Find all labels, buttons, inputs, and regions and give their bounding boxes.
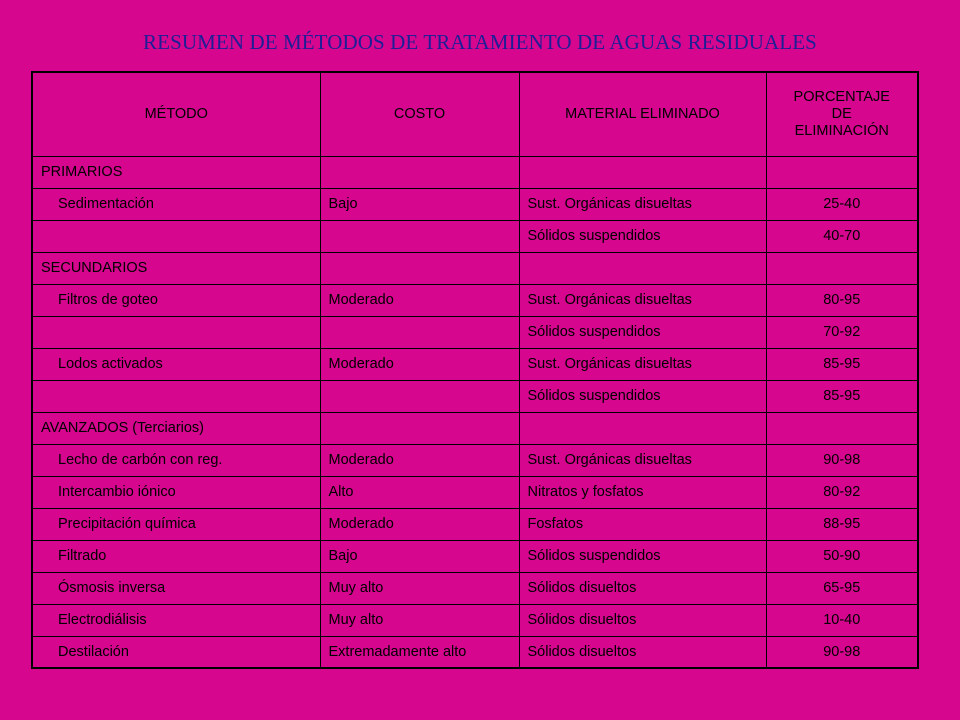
cost-cell: Muy alto [320, 572, 519, 604]
material-cell [519, 252, 766, 284]
percentage-cell [766, 412, 918, 444]
percentage-cell: 90-98 [766, 444, 918, 476]
material-cell: Sólidos suspendidos [519, 540, 766, 572]
method-cell: PRIMARIOS [32, 156, 320, 188]
table-category-row [32, 412, 918, 444]
table-row [32, 380, 918, 412]
cost-cell [320, 156, 519, 188]
percentage-cell: 90-98 [766, 636, 918, 668]
method-cell: Lodos activados [32, 348, 320, 380]
table-row [32, 444, 918, 476]
cost-cell [320, 316, 519, 348]
table-row [32, 284, 918, 316]
method-cell: Ósmosis inversa [32, 572, 320, 604]
material-cell: Sólidos disueltos [519, 604, 766, 636]
cost-cell [320, 412, 519, 444]
percentage-cell: 85-95 [766, 348, 918, 380]
material-cell: Sólidos disueltos [519, 636, 766, 668]
header-pct-line3: ELIMINACIÓN [794, 122, 889, 139]
material-cell [519, 156, 766, 188]
method-cell: Destilación [32, 636, 320, 668]
table-row [32, 508, 918, 540]
material-cell: Sólidos suspendidos [519, 316, 766, 348]
material-cell [519, 412, 766, 444]
method-cell: SECUNDARIOS [32, 252, 320, 284]
table-row [32, 636, 918, 668]
table-category-row [32, 252, 918, 284]
method-cell: Precipitación química [32, 508, 320, 540]
table-header-row [32, 72, 918, 156]
table-row [32, 220, 918, 252]
header-method: MÉTODO [32, 72, 320, 156]
cost-cell [320, 380, 519, 412]
cost-cell: Extremadamente alto [320, 636, 519, 668]
treatment-methods-table [31, 71, 919, 669]
material-cell: Fosfatos [519, 508, 766, 540]
method-cell [32, 380, 320, 412]
material-cell: Sólidos suspendidos [519, 380, 766, 412]
table-row [32, 540, 918, 572]
table-row [32, 476, 918, 508]
cost-cell: Moderado [320, 508, 519, 540]
cost-cell: Moderado [320, 444, 519, 476]
method-cell: AVANZADOS (Terciarios) [32, 412, 320, 444]
cost-cell: Alto [320, 476, 519, 508]
method-cell: Intercambio iónico [32, 476, 320, 508]
cost-cell: Bajo [320, 540, 519, 572]
percentage-cell: 50-90 [766, 540, 918, 572]
method-cell [32, 316, 320, 348]
table-body [32, 156, 918, 668]
method-cell: Electrodiálisis [32, 604, 320, 636]
method-cell: Filtros de goteo [32, 284, 320, 316]
method-cell: Lecho de carbón con reg. [32, 444, 320, 476]
cost-cell: Moderado [320, 348, 519, 380]
percentage-cell [766, 156, 918, 188]
material-cell: Nitratos y fosfatos [519, 476, 766, 508]
cost-cell [320, 252, 519, 284]
table-row [32, 572, 918, 604]
cost-cell: Muy alto [320, 604, 519, 636]
cost-cell [320, 220, 519, 252]
material-cell: Sust. Orgánicas disueltas [519, 188, 766, 220]
header-material: MATERIAL ELIMINADO [519, 72, 766, 156]
percentage-cell: 80-95 [766, 284, 918, 316]
method-cell: Filtrado [32, 540, 320, 572]
material-cell: Sust. Orgánicas disueltas [519, 348, 766, 380]
header-pct-line1: PORCENTAJE [793, 89, 890, 106]
method-cell: Sedimentación [32, 188, 320, 220]
cost-cell: Bajo [320, 188, 519, 220]
percentage-cell: 25-40 [766, 188, 918, 220]
header-cost: COSTO [320, 72, 519, 156]
percentage-cell: 40-70 [766, 220, 918, 252]
material-cell: Sust. Orgánicas disueltas [519, 444, 766, 476]
table-row [32, 348, 918, 380]
header-pct-line2: DE [831, 105, 852, 122]
percentage-cell: 10-40 [766, 604, 918, 636]
table-row [32, 188, 918, 220]
header-percentage [766, 72, 918, 156]
percentage-cell: 65-95 [766, 572, 918, 604]
percentage-cell [766, 252, 918, 284]
percentage-cell: 88-95 [766, 508, 918, 540]
method-cell [32, 220, 320, 252]
table-row [32, 316, 918, 348]
table-category-row [32, 156, 918, 188]
percentage-cell: 70-92 [766, 316, 918, 348]
material-cell: Sólidos suspendidos [519, 220, 766, 252]
percentage-cell: 80-92 [766, 476, 918, 508]
page-title: RESUMEN DE MÉTODOS DE TRATAMIENTO DE AGUAS RESIDUALES [143, 30, 817, 54]
material-cell: Sust. Orgánicas disueltas [519, 284, 766, 316]
material-cell: Sólidos disueltos [519, 572, 766, 604]
percentage-cell: 85-95 [766, 380, 918, 412]
cost-cell: Moderado [320, 284, 519, 316]
table-row [32, 604, 918, 636]
